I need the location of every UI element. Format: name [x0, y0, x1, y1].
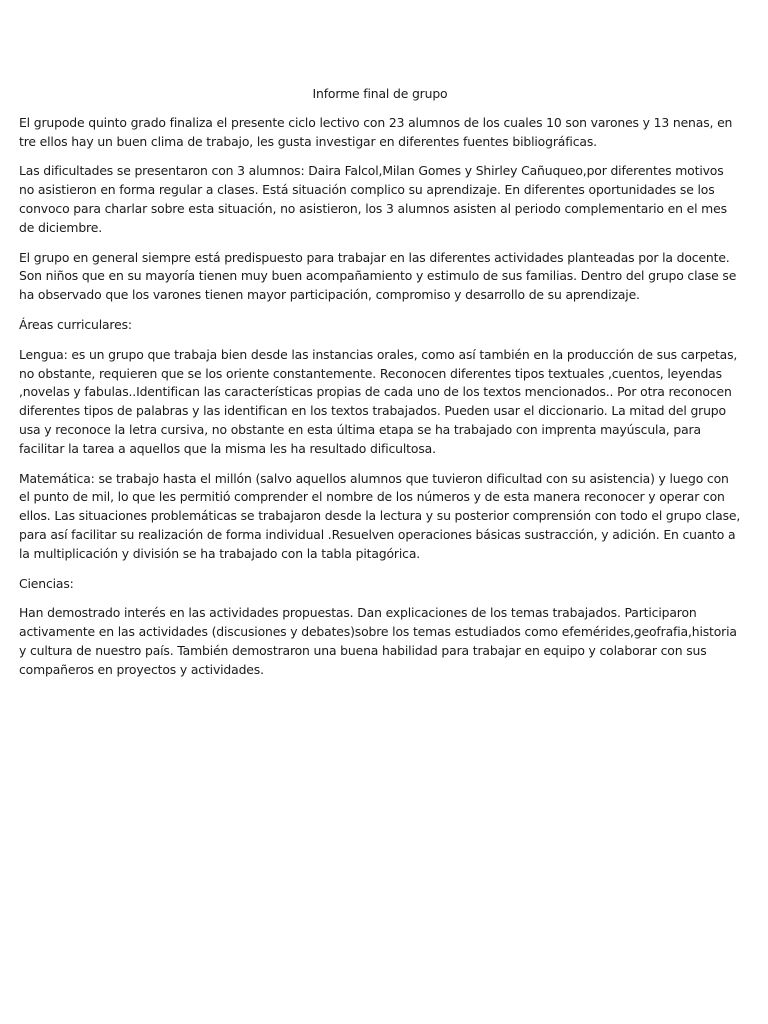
paragraph-difficulties: Las dificultades se presentaron con 3 alumnos: Daira Falcol,Milan Gomes y Shirley Cañuqueo,por diferentes motivos no asistieron en forma regular a clases. Está situación complico su aprendizaje. En diferentes oportunidades se los convoco para charlar sobre esta situación, no asistieron, los 3 alumnos asisten al periodo complementario en el mes de diciembre.: [19, 163, 727, 235]
heading-ciencias: Ciencias:: [19, 575, 74, 591]
paragraph-group-general: El grupo en general siempre está predispuesto para trabajar en las diferentes actividades planteadas por la docente. Son niños que en su mayoría tienen muy buen acompañamiento y estimulo de sus familias. Dentro del grupo clase se ha observado que los varones tienen mayor participación, compromiso y desarrollo de su aprendizaje.: [19, 249, 737, 303]
paragraph-matematica: Matemática: se trabajo hasta el millón (salvo aquellos alumnos que tuvieron dificultad con su asistencia) y luego con el punto de mil, lo que les permitió comprender el nombre de los números y de esta manera reconocer y operar con ellos. Las situaciones problemáticas se trabajaron desde la lectura y su posterior comprensión con todo el grupo clase, para así facilitar su realización de forma individual .Resuelven operaciones básicas sustracción, y adición. En cuanto a la multiplicación y división se ha trabajado con la tabla pitagórica.: [19, 470, 741, 561]
document-title: Informe final de grupo: [312, 86, 448, 101]
paragraph-lengua: Lengua: es un grupo que trabaja bien desde las instancias orales, como así también en la producción de sus carpetas, no obstante, requieren que se los oriente constantemente. Reconocen diferentes tipos textuales ,cuentos, leyendas ,novelas y fabulas..Identifican las características propias de cada uno de los textos mencionados.. Por otra reconocen diferentes tipos de palabras y las identifican en los textos trabajados. Pueden usar el diccionario. La mitad del grupo usa y reconoce la letra cursiva, no obstante en esta última etapa se ha trabajado con imprenta mayúscula, para facilitar la tarea a aquellos que la misma les ha resultado dificultosa.: [19, 346, 738, 456]
heading-areas-curriculares: Áreas curriculares:: [19, 316, 132, 332]
paragraph-ciencias: Han demostrado interés en las actividades propuestas. Dan explicaciones de los temas trabajados. Participaron activamente en las actividades (discusiones y debates)sobre los temas estudiados como efemérides,geofrafia,historia y cultura de nuestro país. También demostraron una buena habilidad para trabajar en equipo y colaborar con sus compañeros en proyectos y actividades.: [19, 605, 737, 677]
paragraph-group-overview: El grupode quinto grado finaliza el presente ciclo lectivo con 23 alumnos de los cuales 10 son varones y 13 nenas, en tre ellos hay un buen clima de trabajo, les gusta investigar en diferentes fuentes bibliográficas.: [19, 114, 733, 149]
